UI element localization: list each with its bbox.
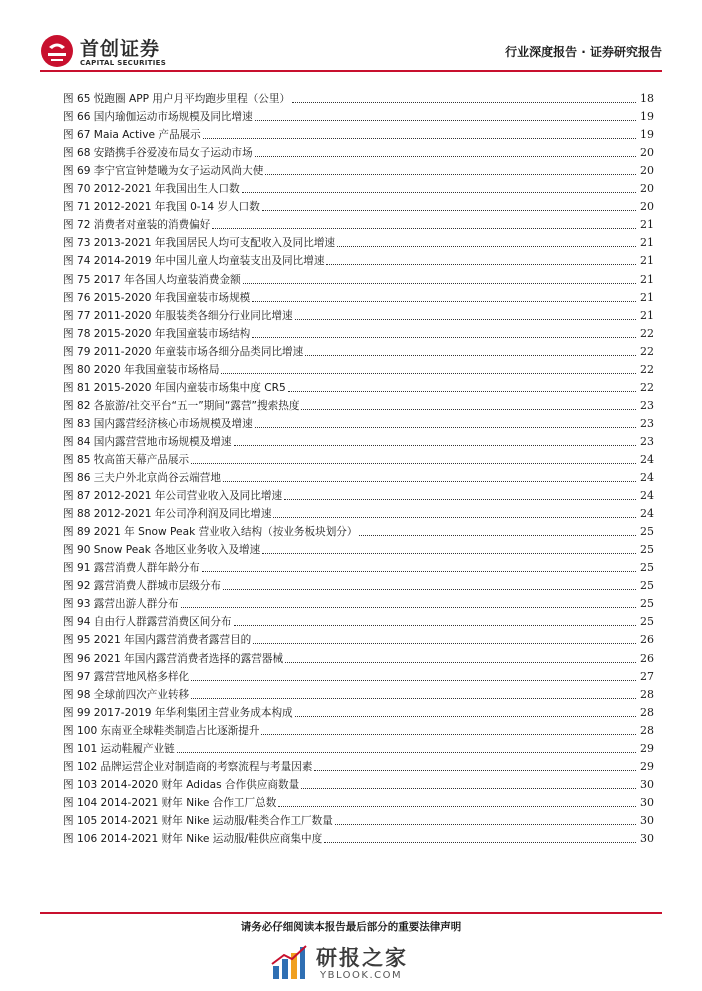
toc-entry-title[interactable]: 图 86 三夫户外北京尚谷云端营地 xyxy=(63,472,221,485)
toc-entry-title[interactable]: 图 94 自由行人群露营消费区间分布 xyxy=(63,616,232,629)
toc-dot-leader xyxy=(292,102,636,103)
toc-entry[interactable] xyxy=(63,738,654,756)
toc-entry[interactable] xyxy=(63,106,654,124)
toc-entry-title[interactable]: 图 65 悦跑圈 APP 用户月平均跑步里程（公里） xyxy=(63,93,291,106)
toc-entry[interactable] xyxy=(63,395,654,413)
toc-dot-leader xyxy=(255,120,636,121)
watermark-url: YBLOOK.COM xyxy=(320,970,403,981)
toc-entry[interactable] xyxy=(63,305,654,323)
toc-entry-page[interactable]: 23 xyxy=(640,416,654,430)
toc-entry[interactable] xyxy=(63,232,654,250)
toc-entry-page[interactable]: 25 xyxy=(640,561,654,575)
toc-dot-leader xyxy=(295,716,636,717)
logo-english-name: CAPITAL SECURITIES xyxy=(80,59,167,67)
toc-dot-leader xyxy=(255,427,636,428)
toc-entry[interactable] xyxy=(63,629,654,647)
toc-entry[interactable] xyxy=(63,88,654,106)
toc-entry-title[interactable]: 图 89 2021 年 Snow Peak 营业收入结构（按业务板块划分） xyxy=(63,526,358,539)
toc-entry-page[interactable]: 18 xyxy=(640,92,654,106)
toc-dot-leader xyxy=(359,535,636,536)
toc-entry-page[interactable]: 25 xyxy=(640,543,654,557)
toc-dot-leader xyxy=(203,138,636,139)
toc-entry-page[interactable]: 23 xyxy=(640,398,654,412)
toc-entry-title[interactable]: 图 68 安踏携手谷爱凌布局女子运动市场 xyxy=(63,147,253,160)
toc-entry[interactable] xyxy=(63,214,654,232)
toc-entry-page[interactable]: 28 xyxy=(640,687,654,701)
toc-entry-title[interactable]: 图 100 东南亚全球鞋类制造占比逐渐提升 xyxy=(63,724,260,737)
toc-dot-leader xyxy=(278,806,636,807)
toc-entry[interactable] xyxy=(63,413,654,431)
toc-entry-page[interactable]: 30 xyxy=(640,795,654,809)
watermark xyxy=(270,940,450,986)
toc-dot-leader xyxy=(253,643,636,644)
toc-dot-leader xyxy=(177,752,636,753)
toc-entry-page[interactable]: 19 xyxy=(640,110,654,124)
toc-entry-page[interactable]: 20 xyxy=(640,164,654,178)
toc-dot-leader xyxy=(191,698,636,699)
toc-entry-title[interactable]: 图 103 2014-2020 财年 Adidas 合作供应商数量 xyxy=(63,778,300,791)
toc-entry-title[interactable]: 图 98 全球前四次产业转移 xyxy=(63,688,190,701)
toc-entry[interactable] xyxy=(63,557,654,575)
toc-dot-leader xyxy=(223,481,636,482)
toc-dot-leader xyxy=(255,156,636,157)
toc-entry[interactable] xyxy=(63,377,654,395)
toc-dot-leader xyxy=(191,680,636,681)
toc-dot-leader xyxy=(223,589,636,590)
toc-dot-leader xyxy=(284,499,636,500)
toc-entry-page[interactable]: 28 xyxy=(640,723,654,737)
toc-dot-leader xyxy=(305,355,636,356)
toc-dot-leader xyxy=(285,662,636,663)
toc-entry-page[interactable]: 29 xyxy=(640,741,654,755)
logo-chinese-name: 首创证券 xyxy=(80,38,161,60)
toc-dot-leader xyxy=(301,409,636,410)
toc-entry[interactable] xyxy=(63,720,654,738)
toc-entry-title[interactable]: 图 83 国内露营经济核心市场规模及增速 xyxy=(63,417,253,430)
toc-entry-page[interactable]: 24 xyxy=(640,489,654,503)
bar-chart-icon xyxy=(270,944,308,982)
footer-divider xyxy=(40,912,662,914)
toc-entry-page[interactable]: 19 xyxy=(640,128,654,142)
toc-dot-leader xyxy=(326,264,636,265)
toc-entry-title[interactable]: 图 93 露营出游人群分布 xyxy=(63,598,179,611)
toc-entry-page[interactable]: 20 xyxy=(640,200,654,214)
toc-entry[interactable] xyxy=(63,160,654,178)
toc-entry[interactable] xyxy=(63,323,654,341)
toc-entry-page[interactable]: 23 xyxy=(640,434,654,448)
toc-entry-title[interactable]: 图 78 2015-2020 年我国童装市场结构 xyxy=(63,327,251,340)
toc-entry-title[interactable]: 图 105 2014-2021 财年 Nike 运动服/鞋类合作工厂数量 xyxy=(63,814,333,827)
toc-entry-title[interactable]: 图 102 品牌运营企业对制造商的考察流程与考量因素 xyxy=(63,760,313,773)
toc-entry-page[interactable]: 21 xyxy=(640,272,654,286)
toc-entry[interactable] xyxy=(63,828,654,846)
toc-entry-title[interactable]: 图 72 消费者对童装的消费偏好 xyxy=(63,219,211,232)
toc-dot-leader xyxy=(335,824,636,825)
report-type-title: 行业深度报告 · 证券研究报告 xyxy=(505,45,662,59)
toc-entry-title[interactable]: 图 101 运动鞋履产业链 xyxy=(63,742,175,755)
page-header xyxy=(40,28,662,74)
toc-entry-page[interactable]: 21 xyxy=(640,236,654,250)
toc-entry-title[interactable]: 图 82 各旅游/社交平台“五一”期间“露营”搜索热度 xyxy=(63,399,300,412)
toc-dot-leader xyxy=(234,445,636,446)
toc-entry[interactable] xyxy=(63,142,654,160)
toc-dot-leader xyxy=(273,517,636,518)
capital-securities-logo-icon xyxy=(40,34,74,68)
toc-entry-title[interactable]: 图 92 露营消费人群城市层级分布 xyxy=(63,580,221,593)
toc-entry-title[interactable]: 图 67 Maia Active 产品展示 xyxy=(63,129,201,142)
toc-dot-leader xyxy=(262,210,636,211)
toc-entry-page[interactable]: 25 xyxy=(640,579,654,593)
toc-entry[interactable] xyxy=(63,810,654,828)
toc-entry-page[interactable]: 24 xyxy=(640,471,654,485)
toc-entry[interactable] xyxy=(63,575,654,593)
toc-entry-page[interactable]: 20 xyxy=(640,146,654,160)
toc-entry[interactable] xyxy=(63,359,654,377)
toc-entry-page[interactable]: 22 xyxy=(640,362,654,376)
toc-dot-leader xyxy=(212,228,636,229)
toc-dot-leader xyxy=(295,319,636,320)
toc-entry[interactable] xyxy=(63,124,654,142)
toc-entry-page[interactable]: 22 xyxy=(640,326,654,340)
toc-entry-title[interactable]: 图 84 国内露营营地市场规模及增速 xyxy=(63,435,232,448)
toc-entry[interactable] xyxy=(63,268,654,286)
toc-entry-title[interactable]: 图 71 2012-2021 年我国 0-14 岁人口数 xyxy=(63,201,260,214)
toc-entry-title[interactable]: 图 87 2012-2021 年公司营业收入及同比增速 xyxy=(63,490,283,503)
toc-dot-leader xyxy=(243,283,636,284)
toc-entry-title[interactable]: 图 76 2015-2020 年我国童装市场规模 xyxy=(63,291,251,304)
toc-entry[interactable] xyxy=(63,702,654,720)
toc-entry[interactable] xyxy=(63,647,654,665)
toc-entry[interactable] xyxy=(63,467,654,485)
toc-entry-title[interactable]: 图 80 2020 年我国童装市场格局 xyxy=(63,363,220,376)
toc-entry[interactable] xyxy=(63,666,654,684)
toc-entry[interactable] xyxy=(63,774,654,792)
toc-entry-title[interactable]: 图 104 2014-2021 财年 Nike 合作工厂总数 xyxy=(63,796,277,809)
toc-entry-page[interactable]: 20 xyxy=(640,182,654,196)
legal-notice: 请务必仔细阅读本报告最后部分的重要法律声明 xyxy=(240,921,462,933)
toc-entry[interactable] xyxy=(63,431,654,449)
toc-dot-leader xyxy=(337,246,636,247)
toc-entry[interactable] xyxy=(63,539,654,557)
toc-dot-leader xyxy=(314,770,636,771)
toc-entry-title[interactable]: 图 66 国内瑜伽运动市场规模及同比增速 xyxy=(63,111,253,124)
toc-entry-title[interactable]: 图 74 2014-2019 年中国儿童人均童装支出及同比增速 xyxy=(63,255,325,268)
header-divider xyxy=(40,70,662,72)
toc-entry[interactable] xyxy=(63,485,654,503)
toc-entry-title[interactable]: 图 79 2011-2020 年童装市场各细分品类同比增速 xyxy=(63,345,304,358)
toc-dot-leader xyxy=(301,788,636,789)
toc-entry-title[interactable]: 图 70 2012-2021 年我国出生人口数 xyxy=(63,183,240,196)
toc-entry-page[interactable]: 25 xyxy=(640,525,654,539)
toc-dot-leader xyxy=(191,463,636,464)
toc-dot-leader xyxy=(221,373,636,374)
toc-entry-page[interactable]: 21 xyxy=(640,254,654,268)
toc-entry-title[interactable]: 图 95 2021 年国内露营消费者露营目的 xyxy=(63,634,252,647)
toc-dot-leader xyxy=(288,391,636,392)
toc-entry-title[interactable]: 图 106 2014-2021 财年 Nike 运动服/鞋供应商集中度 xyxy=(63,832,323,845)
toc-entry-title[interactable]: 图 99 2017-2019 年华利集团主营业务成本构成 xyxy=(63,706,293,719)
toc-entry-title[interactable]: 图 88 2012-2021 年公司净利润及同比增速 xyxy=(63,508,272,521)
toc-entry-title[interactable]: 图 69 李宁官宣钟楚曦为女子运动风尚大使 xyxy=(63,165,264,178)
toc-entry[interactable] xyxy=(63,756,654,774)
toc-entry-page[interactable]: 22 xyxy=(640,344,654,358)
toc-entry-title[interactable]: 图 81 2015-2020 年国内童装市场集中度 CR5 xyxy=(63,381,286,394)
watermark-title: 研报之家 xyxy=(316,946,408,970)
toc-entry[interactable] xyxy=(63,684,654,702)
toc-entry-page[interactable]: 26 xyxy=(640,651,654,665)
toc-entry-page[interactable]: 24 xyxy=(640,507,654,521)
toc-entry[interactable] xyxy=(63,521,654,539)
toc-entry-page[interactable]: 30 xyxy=(640,813,654,827)
toc-entry-page[interactable]: 25 xyxy=(640,597,654,611)
company-logo xyxy=(40,34,220,74)
toc-entry[interactable] xyxy=(63,503,654,521)
toc-entry[interactable] xyxy=(63,792,654,810)
toc-entry-title[interactable]: 图 77 2011-2020 年服装类各细分行业同比增速 xyxy=(63,309,293,322)
toc-entry-page[interactable]: 24 xyxy=(640,452,654,466)
figure-list xyxy=(63,88,654,846)
toc-entry-page[interactable]: 30 xyxy=(640,777,654,791)
toc-entry-title[interactable]: 图 73 2013-2021 年我国居民人均可支配收入及同比增速 xyxy=(63,237,336,250)
toc-entry-title[interactable]: 图 91 露营消费人群年龄分布 xyxy=(63,562,200,575)
toc-entry-page[interactable]: 21 xyxy=(640,218,654,232)
toc-entry-page[interactable]: 29 xyxy=(640,759,654,773)
toc-dot-leader xyxy=(262,553,636,554)
toc-dot-leader xyxy=(265,174,636,175)
toc-entry[interactable] xyxy=(63,287,654,305)
toc-entry-page[interactable]: 30 xyxy=(640,831,654,845)
toc-entry-page[interactable]: 26 xyxy=(640,633,654,647)
toc-entry[interactable] xyxy=(63,196,654,214)
toc-entry-title[interactable]: 图 90 Snow Peak 各地区业务收入及增速 xyxy=(63,544,261,557)
toc-entry-page[interactable]: 21 xyxy=(640,290,654,304)
toc-dot-leader xyxy=(181,607,636,608)
toc-dot-leader xyxy=(252,301,636,302)
toc-entry-title[interactable]: 图 75 2017 年各国人均童装消费金额 xyxy=(63,273,241,286)
toc-entry[interactable] xyxy=(63,593,654,611)
toc-dot-leader xyxy=(261,734,636,735)
toc-entry[interactable] xyxy=(63,178,654,196)
toc-entry[interactable] xyxy=(63,250,654,268)
toc-entry-page[interactable]: 21 xyxy=(640,308,654,322)
toc-entry-title[interactable]: 图 96 2021 年国内露营消费者选择的露营器械 xyxy=(63,652,284,665)
toc-entry[interactable] xyxy=(63,611,654,629)
toc-entry-page[interactable]: 27 xyxy=(640,669,654,683)
toc-dot-leader xyxy=(252,337,636,338)
toc-entry-page[interactable]: 28 xyxy=(640,705,654,719)
toc-entry-title[interactable]: 图 97 露营营地风格多样化 xyxy=(63,670,190,683)
toc-entry[interactable] xyxy=(63,341,654,359)
toc-entry-page[interactable]: 25 xyxy=(640,615,654,629)
toc-dot-leader xyxy=(234,625,636,626)
toc-dot-leader xyxy=(324,842,636,843)
toc-entry[interactable] xyxy=(63,449,654,467)
toc-dot-leader xyxy=(202,571,636,572)
toc-dot-leader xyxy=(242,192,636,193)
toc-entry-title[interactable]: 图 85 牧高笛天幕产品展示 xyxy=(63,453,190,466)
toc-entry-page[interactable]: 22 xyxy=(640,380,654,394)
